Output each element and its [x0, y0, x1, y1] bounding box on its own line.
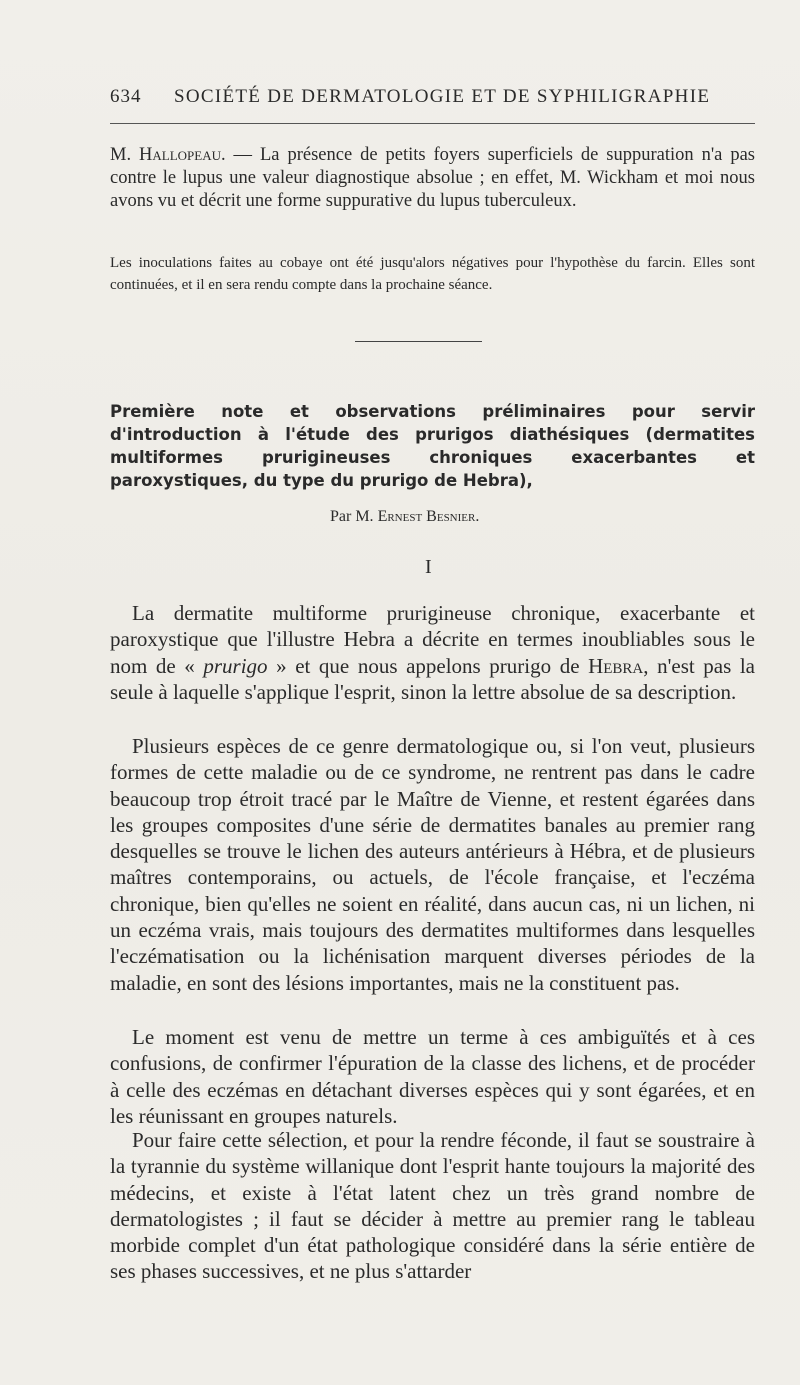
article-title: Première note et observations préliminaires pour servir d'introduction à l'étude des prurigos diathésiques (dermatites multiformes prurigineuses chroniques exacerbantes et paroxystiques, du type du prurigo de Hebra), — [110, 402, 755, 490]
byline — [330, 508, 479, 526]
body-paragraph-2: Plusieurs espèces de ce genre dermatologique ou, si l'on veut, plusieurs formes de cette maladie ou de ce syndrome, ne rentrent pas dans le cadre beaucoup trop étroit tracé par le Maître de Vienne, et restent égarées dans les groupes composites d'une série de dermatites banales au premier rang desquelles se trouve le lichen des auteurs antérieurs à Hébra, et de plusieurs maîtres contemporains, ou actuels, de l'école française, et l'eczéma chronique, bien qu'elles ne soient en réalité, dans aucun cas, ni un lichen, ni un eczéma vrais, mais toujours des dermatites multiformes dans lesquelles l'eczématisation ou la lichénisation marquent diverses périodes de la maladie, en sont des lésions importantes, mais ne la constituent pas. — [110, 734, 755, 995]
body-paragraph-3: Le moment est venu de mettre un terme à ces ambiguïtés et à ces confusions, de confirmer l'épuration de la classe des lichens, et de procéder à celle des eczémas en détachant diverses espèces qui y sont égarées, et en les réunissant en groupes naturels. — [110, 1025, 755, 1128]
page-number: 634 — [110, 86, 142, 107]
header-rule — [110, 123, 755, 124]
running-header — [110, 86, 755, 112]
p1-small-caps: Hebra — [588, 653, 644, 678]
running-title: SOCIÉTÉ DE DERMATOLOGIE ET DE SYPHILIGRAPHIE — [174, 86, 711, 107]
discussion-text: — La présence de petits foyers superficiels de suppuration n'a pas contre le lupus une valeur diagnostique absolue ; en effet, M. Wickham et moi nous avons vu et décrit une forme suppurative du lupus tuberculeux. — [110, 145, 755, 211]
p1-text-b: » et que nous appelons prurigo de — [267, 653, 589, 678]
p1-italic: prurigo — [203, 653, 268, 678]
body-paragraph-4: Pour faire cette sélection, et pour la rendre féconde, il faut se soustraire à la tyrannie du système willanique dont l'esprit hante toujours la majorité des médecins, et existe à l'état latent chez un très grand nombre de dermatologistes ; il faut se décider à mettre au premier rang le tableau morbide complet d'un état pathologique considéré dans la série entière de ses phases successives, et ne plus s'attarder — [110, 1128, 755, 1284]
speaker-name: M. Hallopeau. — [110, 145, 226, 165]
separator-rule — [355, 341, 482, 342]
note-paragraph: Les inoculations faites au cobaye ont été jusqu'alors négatives pour l'hypothèse du farcin. Elles sont continuées, et il en sera rendu compte dans la prochaine séance. — [110, 255, 755, 293]
p1-text-a: La dermatite multiforme prurigineuse chronique, exacerbante et paroxystique que l'illustre Hebra a décrite en termes inoubliables sous le nom de « — [110, 601, 755, 678]
byline-prefix: Par M. — [330, 508, 378, 525]
p1-text-c: , n'est pas la seule à laquelle s'applique l'esprit, sinon la lettre absolue de sa description. — [110, 653, 755, 704]
section-number: I — [425, 556, 432, 578]
body-paragraph-1 — [110, 600, 755, 705]
author-name: Ernest Besnier. — [377, 508, 480, 525]
discussion-paragraph — [110, 144, 755, 213]
